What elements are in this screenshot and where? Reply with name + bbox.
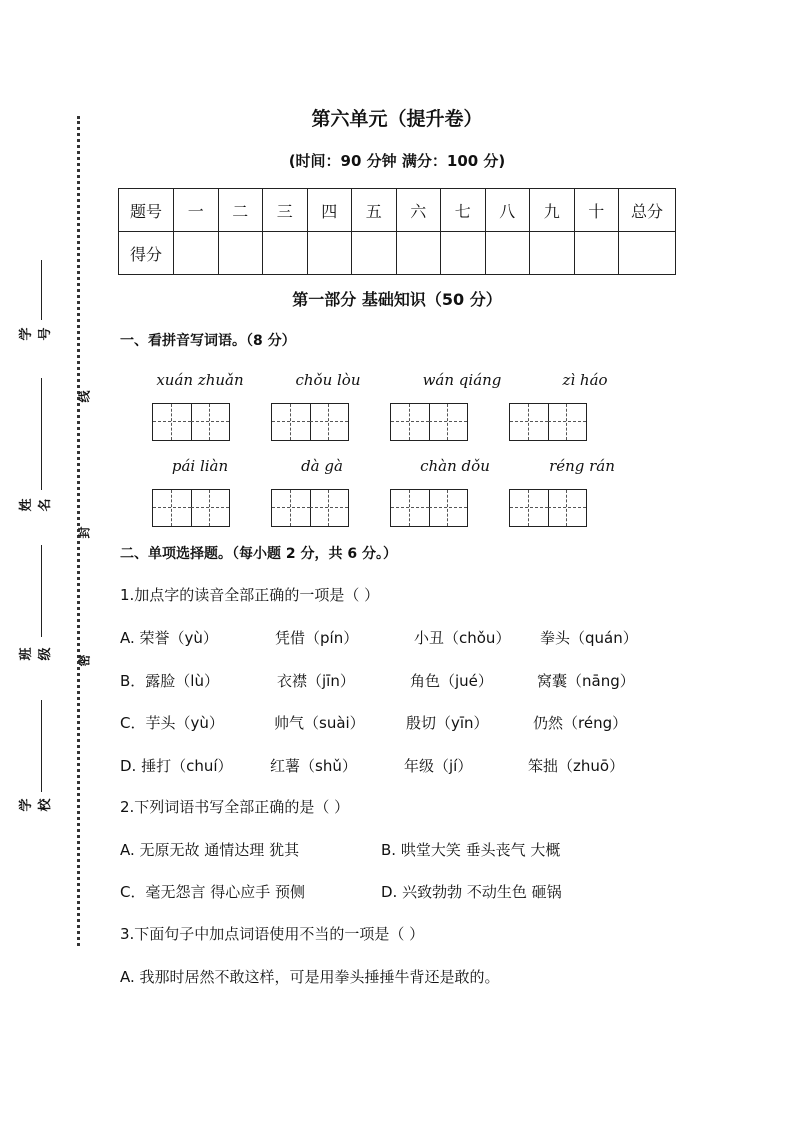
- pinyin-label: wán qiáng: [422, 371, 502, 389]
- score-table-score-row: [119, 232, 676, 275]
- q3-option-a[interactable]: A. 我那时居然不敢这样，可是用拳头捶捶牛背还是敢的。: [120, 968, 500, 986]
- score-table-header-row: [119, 189, 676, 232]
- seal-char-mi: 密: [77, 654, 92, 667]
- pinyin-label: zì háo: [562, 371, 608, 389]
- header-cell: 九: [530, 189, 575, 232]
- score-cell[interactable]: [396, 232, 441, 275]
- seal-char-xian: 线: [77, 390, 92, 403]
- part-one-title: 第一部分 基础知识（50 分）: [292, 290, 502, 309]
- header-cell: 六: [396, 189, 441, 232]
- pinyin-label: chǒu lòu: [295, 371, 361, 389]
- score-cell[interactable]: [307, 232, 352, 275]
- score-cell[interactable]: [574, 232, 619, 275]
- q1-option-a-3: 小丑（chǒu）: [414, 629, 511, 647]
- q1-option-d-2: 红薯（shǔ）: [270, 757, 357, 775]
- score-cell[interactable]: [619, 232, 676, 275]
- header-cell: 十: [574, 189, 619, 232]
- header-cell: 四: [307, 189, 352, 232]
- writing-grid[interactable]: [509, 489, 587, 527]
- q2-option-d[interactable]: D. 兴致勃勃 不动生色 砸锅: [381, 883, 562, 901]
- writing-grid[interactable]: [390, 403, 468, 441]
- header-cell: 二: [218, 189, 263, 232]
- score-cell[interactable]: [352, 232, 397, 275]
- q1-option-a-1[interactable]: A. 荣誉（yù）: [120, 629, 218, 647]
- school-line: [41, 700, 42, 792]
- header-cell-total: 总分: [619, 189, 676, 232]
- question-2-stem: 2.下列词语书写全部正确的是（ ）: [120, 798, 350, 816]
- writing-grid[interactable]: [152, 489, 230, 527]
- q1-option-c-1[interactable]: C．芋头（yù）: [120, 714, 224, 732]
- score-table: [118, 188, 676, 275]
- page-title: 第六单元（提升卷）: [311, 108, 483, 130]
- section-one-heading: 一、看拼音写词语。（8 分）: [120, 333, 296, 349]
- header-cell: 八: [485, 189, 530, 232]
- score-cell[interactable]: [485, 232, 530, 275]
- school-label: 学校: [19, 798, 53, 812]
- student-id-label: 学号: [19, 327, 53, 341]
- pinyin-label: dà gà: [301, 457, 343, 475]
- pinyin-label: chàn dǒu: [420, 457, 490, 475]
- q2-option-a[interactable]: A. 无原无故 通情达理 犹其: [120, 841, 300, 859]
- question-3-stem: 3.下面句子中加点词语使用不当的一项是（ ）: [120, 925, 425, 943]
- q1-option-a-4: 拳头（quán）: [540, 629, 638, 647]
- q1-option-c-2: 帅气（suài）: [274, 714, 365, 732]
- writing-grid[interactable]: [271, 403, 349, 441]
- score-cell[interactable]: [530, 232, 575, 275]
- header-cell: 七: [441, 189, 486, 232]
- q1-option-c-3: 殷切（yīn）: [406, 714, 489, 732]
- question-1-stem: 1.加点字的读音全部正确的一项是（ ）: [120, 586, 380, 604]
- name-label: 姓名: [19, 498, 53, 512]
- seal-char-feng: 封: [77, 526, 92, 539]
- score-cell[interactable]: [218, 232, 263, 275]
- q1-option-a-2: 凭借（pín）: [275, 629, 359, 647]
- name-line: [41, 378, 42, 490]
- writing-grid[interactable]: [271, 489, 349, 527]
- score-cell[interactable]: [174, 232, 219, 275]
- pinyin-label: pái liàn: [171, 457, 229, 475]
- pinyin-label: réng rán: [549, 457, 615, 475]
- writing-grid[interactable]: [390, 489, 468, 527]
- score-cell[interactable]: [441, 232, 486, 275]
- q2-option-b[interactable]: B. 哄堂大笑 垂头丧气 大概: [381, 841, 561, 859]
- score-row-label: 得分: [119, 232, 174, 275]
- q2-option-c[interactable]: C．毫无怨言 得心应手 预侧: [120, 883, 306, 901]
- q1-option-d-4: 笨拙（zhuō）: [528, 757, 625, 775]
- writing-grid[interactable]: [509, 403, 587, 441]
- q1-option-d-3: 年级（jí）: [404, 757, 473, 775]
- q1-option-b-3: 角色（jué）: [410, 672, 493, 690]
- header-cell: 一: [174, 189, 219, 232]
- header-cell: 三: [263, 189, 308, 232]
- q1-option-b-1[interactable]: B．露脸（lù）: [120, 672, 219, 690]
- section-two-heading: 二、单项选择题。（每小题 2 分，共 6 分。）: [120, 546, 397, 562]
- q1-option-d-1[interactable]: D. 捶打（chuí）: [120, 757, 233, 775]
- writing-grid[interactable]: [152, 403, 230, 441]
- q1-option-c-4: 仍然（réng）: [533, 714, 628, 732]
- pinyin-label: xuán zhuǎn: [156, 371, 244, 389]
- score-cell[interactable]: [263, 232, 308, 275]
- class-line: [41, 545, 42, 637]
- q1-option-b-4: 窝囊（nāng）: [537, 672, 635, 690]
- q1-option-b-2: 衣襟（jīn）: [277, 672, 355, 690]
- exam-time-score: (时间：90 分钟 满分：100 分): [288, 152, 506, 170]
- header-cell: 五: [352, 189, 397, 232]
- header-cell-label: 题号: [119, 189, 174, 232]
- class-label: 班级: [19, 647, 53, 661]
